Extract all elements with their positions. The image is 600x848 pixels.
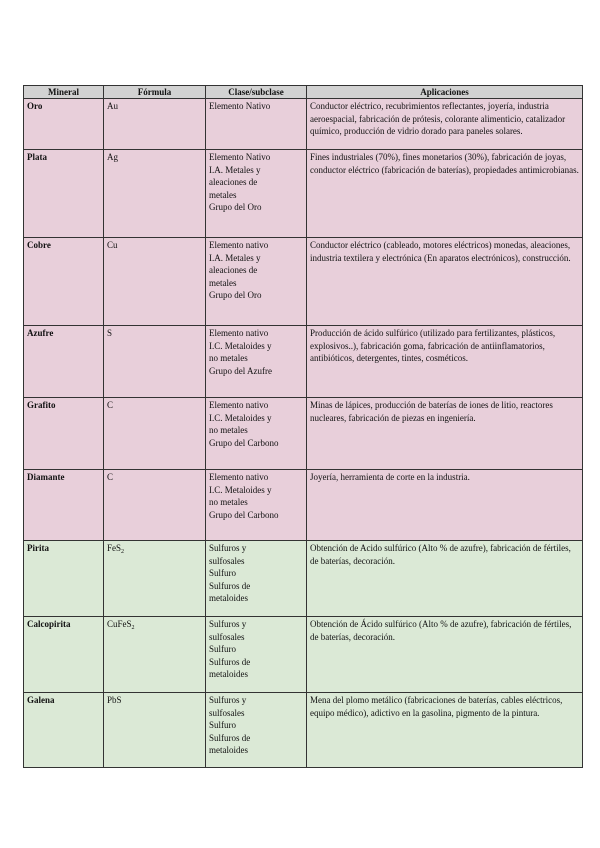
formula-base: Cu — [107, 240, 118, 250]
clase-line: Elemento Nativo — [209, 101, 271, 111]
clase-line: Sulfuros y — [209, 695, 247, 705]
mineral-aplicaciones: Conductor eléctrico (cableado, motores eléctricos) monedas, aleaciones, industria textilera y electrónica (En aparatos electrónicos), construcción. — [307, 238, 583, 326]
clase-line: Elemento nativo — [209, 472, 269, 482]
clase-line: Sulfuros y — [209, 619, 247, 629]
mineral-aplicaciones: Obtención de Acido sulfúrico (Alto % de azufre), fabricación de fértiles, de baterías, decoración. — [307, 541, 583, 617]
clase-line: Sulfuros de — [209, 656, 251, 667]
formula-subscript: 2 — [131, 625, 135, 631]
clase-line: Sulfuro — [209, 644, 236, 655]
mineral-name: Azufre — [24, 326, 104, 398]
mineral-name: Calcopirita — [24, 617, 104, 693]
clase-line: I.C. Metaloides y — [209, 412, 272, 423]
mineral-clase — [206, 326, 307, 398]
clase-line: metaloides — [209, 669, 248, 680]
formula-base: CuFeS — [107, 619, 132, 629]
header-mineral: Mineral — [24, 86, 104, 99]
clase-line: sulfosales — [209, 555, 245, 566]
mineral-formula — [104, 470, 206, 541]
clase-line: sulfosales — [209, 707, 245, 718]
clase-line: Grupo del Carbono — [209, 509, 279, 520]
clase-line: Elemento nativo — [209, 240, 269, 250]
table-header — [24, 86, 583, 99]
mineral-formula — [104, 150, 206, 238]
clase-line: Sulfuros de — [209, 732, 251, 743]
header-aplicaciones: Aplicaciones — [307, 86, 583, 99]
clase-line: metaloides — [209, 593, 248, 604]
mineral-formula — [104, 693, 206, 768]
clase-line: no metales — [209, 425, 248, 436]
formula-base: S — [107, 328, 113, 338]
mineral-clase — [206, 99, 307, 150]
clase-line: I.C. Metaloides y — [209, 340, 272, 351]
clase-line: Grupo del Carbono — [209, 437, 279, 448]
table-row — [24, 617, 583, 693]
formula-base: C — [107, 472, 114, 482]
clase-line: I.A. Metales y — [209, 252, 261, 263]
mineral-aplicaciones: Joyería, herramienta de corte en la industria. — [307, 470, 583, 541]
clase-line: Sulfuros y — [209, 543, 247, 553]
formula-base: Au — [107, 101, 118, 111]
clase-line: no metales — [209, 353, 248, 364]
mineral-formula — [104, 238, 206, 326]
mineral-clase — [206, 541, 307, 617]
mineral-name: Cobre — [24, 238, 104, 326]
formula-base: PbS — [107, 695, 122, 705]
mineral-aplicaciones: Mena del plomo metálico (fabricaciones de baterías, cables eléctricos, equipo médico), adictivo en la gasolina, pigmento de la pintura. — [307, 693, 583, 768]
mineral-formula — [104, 617, 206, 693]
mineral-clase — [206, 693, 307, 768]
formula-base: Ag — [107, 152, 118, 162]
mineral-aplicaciones: Conductor eléctrico, recubrimientos reflectantes, joyería, industria aeroespacial, fabricación de prótesis, colorante alimenticio, catalizador químico, producción de vidrio dorado para paneles solares. — [307, 99, 583, 150]
table-body — [24, 99, 583, 768]
header-row — [24, 86, 583, 99]
clase-line: Elemento nativo — [209, 328, 269, 338]
mineral-formula — [104, 398, 206, 470]
mineral-clase — [206, 617, 307, 693]
mineral-name: Diamante — [24, 470, 104, 541]
mineral-clase — [206, 150, 307, 238]
clase-line: metales — [209, 277, 237, 288]
mineral-aplicaciones: Fines industriales (70%), fines monetarios (30%), fabricación de joyas, conductor eléctrico (fabricación de baterías), propiedades antimicrobianas. — [307, 150, 583, 238]
clase-line: Sulfuro — [209, 568, 236, 579]
mineral-formula — [104, 99, 206, 150]
clase-line: aleaciones de — [209, 177, 258, 188]
table-row — [24, 693, 583, 768]
formula-base: C — [107, 400, 114, 410]
mineral-name: Pirita — [24, 541, 104, 617]
clase-line: I.A. Metales y — [209, 164, 261, 175]
formula-subscript: 2 — [121, 549, 125, 555]
mineral-formula — [104, 326, 206, 398]
mineral-name: Plata — [24, 150, 104, 238]
clase-line: aleaciones de — [209, 265, 258, 276]
clase-line: Grupo del Oro — [209, 202, 262, 213]
clase-line: metales — [209, 189, 237, 200]
table-row — [24, 238, 583, 326]
table-row — [24, 99, 583, 150]
clase-line: Grupo del Azufre — [209, 365, 272, 376]
mineral-clase — [206, 238, 307, 326]
mineral-formula — [104, 541, 206, 617]
table-row — [24, 470, 583, 541]
mineral-clase — [206, 470, 307, 541]
mineral-aplicaciones: Obtención de Ácido sulfúrico (Alto % de azufre), fabricación de fértiles, de baterías, decoración. — [307, 617, 583, 693]
clase-line: Elemento Nativo — [209, 152, 271, 162]
table-row — [24, 326, 583, 398]
clase-line: no metales — [209, 497, 248, 508]
clase-line: Elemento nativo — [209, 400, 269, 410]
clase-line: sulfosales — [209, 631, 245, 642]
mineral-aplicaciones: Minas de lápices, producción de baterías de iones de litio, reactores nucleares, fabricación de piezas en ingeniería. — [307, 398, 583, 470]
clase-line: Sulfuros de — [209, 580, 251, 591]
clase-line: Sulfuro — [209, 720, 236, 731]
header-formula: Fórmula — [104, 86, 206, 99]
table-row — [24, 398, 583, 470]
mineral-name: Oro — [24, 99, 104, 150]
mineral-name: Galena — [24, 693, 104, 768]
table-row — [24, 150, 583, 238]
mineral-clase — [206, 398, 307, 470]
header-clase: Clase/subclase — [206, 86, 307, 99]
clase-line: I.C. Metaloides y — [209, 484, 272, 495]
minerals-table — [23, 85, 583, 768]
mineral-name: Grafito — [24, 398, 104, 470]
clase-line: Grupo del Oro — [209, 290, 262, 301]
table-row — [24, 541, 583, 617]
mineral-aplicaciones: Producción de ácido sulfúrico (utilizado para fertilizantes, plásticos, explosivos..), fabricación goma, fabricación de antiinflamatorios, antibióticos, detergentes, tintes, cosméticos. — [307, 326, 583, 398]
clase-line: metaloides — [209, 745, 248, 756]
formula-base: FeS — [107, 543, 122, 553]
